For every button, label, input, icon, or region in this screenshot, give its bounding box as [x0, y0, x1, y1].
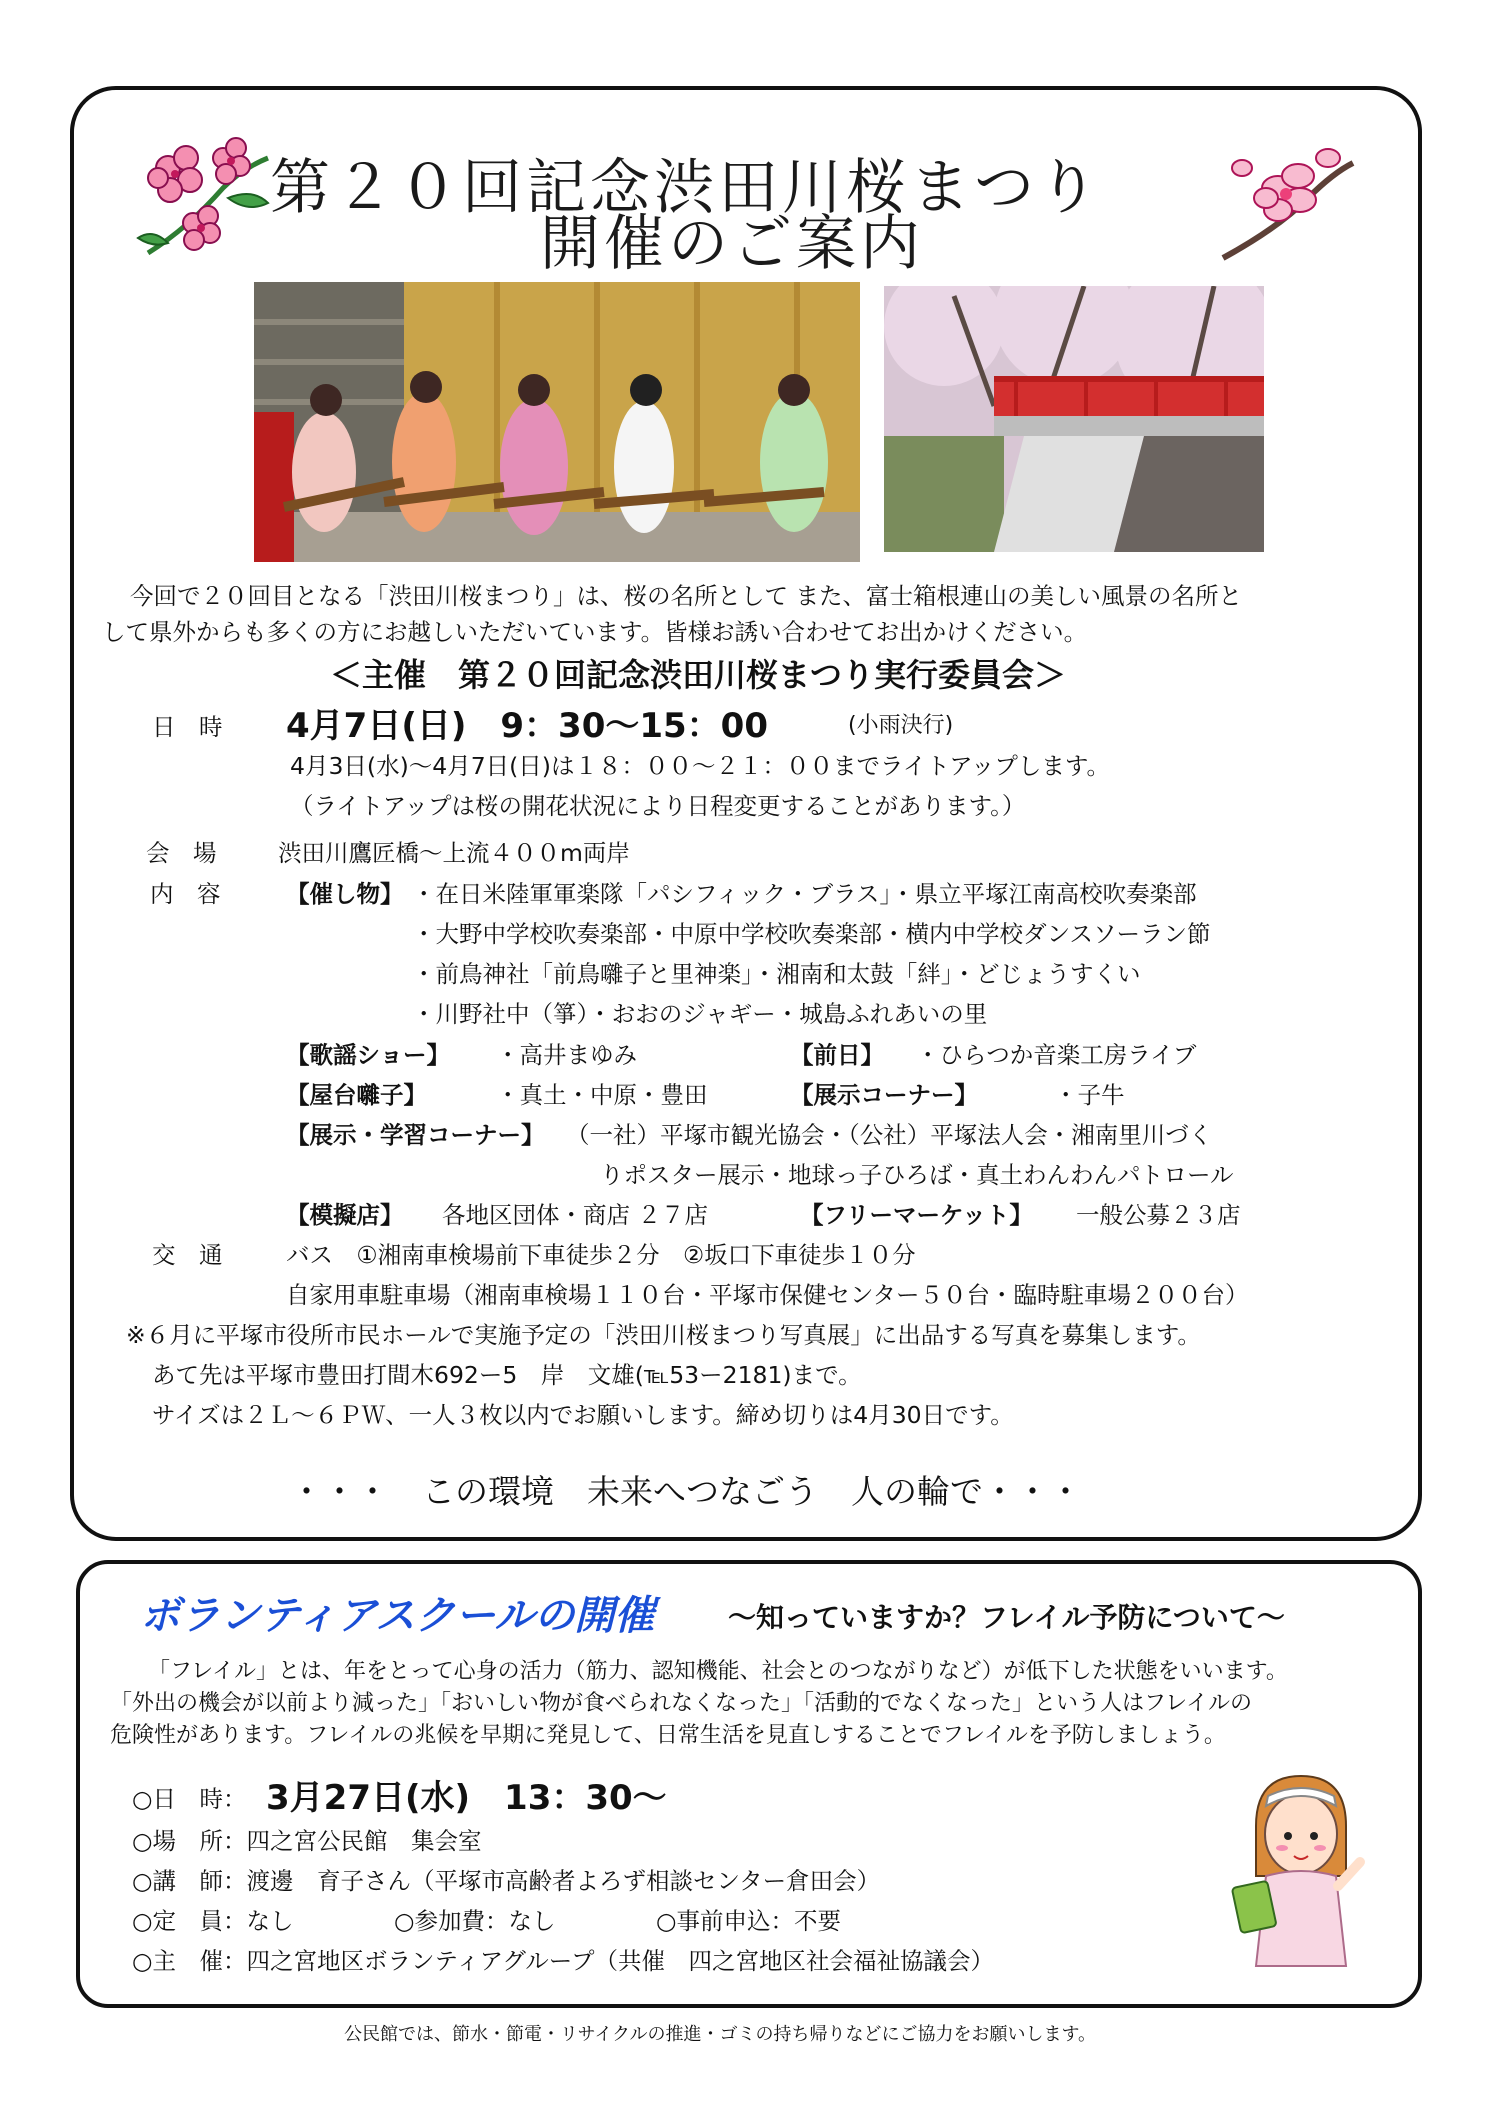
- events-heading: 【催し物】: [286, 880, 404, 908]
- free-market-text: 一般公募２３店: [1076, 1201, 1241, 1229]
- volunteer-date: 3月27日(水) 13：30～: [266, 1778, 667, 1818]
- mogi-heading: 【模擬店】: [286, 1201, 404, 1229]
- schedule-main: 4月7日(日) 9：30～15：00: [286, 706, 768, 746]
- traffic-bus: バス ①湘南車検場前下車徒歩２分 ②坂口下車徒歩１０分: [286, 1241, 916, 1269]
- gakushu-line-2: りポスター展示・地球っ子ひろば・真土わんわんパトロール: [600, 1161, 1234, 1189]
- photo-notice-line-3: サイズは２Ｌ～６ＰＷ、一人３枚以内でお願いします。締め切りは4月30日です。: [152, 1401, 1014, 1429]
- yatai-heading: 【屋台囃子】: [286, 1081, 427, 1109]
- photo-notice-line-2: あて先は平塚市豊田打間木692ー5 岸 文雄(℡53ー2181)まで。: [152, 1361, 862, 1389]
- events-line-1: ・在日米陸軍軍楽隊「パシフィック・ブラス」・県立平塚江南高校吹奏楽部: [412, 880, 1197, 908]
- kayo-text: ・高井まゆみ: [496, 1041, 637, 1069]
- kayo-heading: 【歌謡ショー】: [286, 1041, 451, 1069]
- volunteer-desc-1: 「フレイル」とは、年をとって心身の活力（筋力、認知機能、社会とのつながりなど）が低下した状態をいいます。: [148, 1659, 1288, 1684]
- schedule-lightup-note: （ライトアップは桜の開花状況により日程変更することがあります。）: [290, 792, 1026, 820]
- intro-line-1: 今回で２０回目となる「渋田川桜まつり」は、桜の名所として また、富士箱根連山の美しい風景の名所と: [130, 582, 1242, 610]
- volunteer-title: ボランティアスクールの開催: [140, 1593, 655, 1639]
- mogi-text: 各地区団体・商店 ２７店: [442, 1201, 708, 1229]
- schedule-note: (小雨決行): [848, 713, 954, 738]
- page-title-line1: 第２０回記念渋田川桜まつり: [270, 153, 1102, 223]
- intro-line-2: して県外からも多くの方にお越しいただいています。皆様お誘い合わせてお出かけください。: [102, 618, 1088, 646]
- venue-label: 会 場: [146, 839, 217, 867]
- events-line-2: ・大野中学校吹奏楽部・中原中学校吹奏楽部・横内中学校ダンスソーラン節: [412, 920, 1211, 948]
- gakushu-line-1: （一社）平塚市観光協会・（公社）平塚法人会・湘南里川づく: [566, 1121, 1213, 1149]
- events-line-4: ・川野社中（箏）・おおのジャギー・城島ふれあいの里: [412, 1000, 988, 1028]
- volunteer-lecturer: ○講 師：渡邊 育子さん（平塚市高齢者よろず相談センター倉田会）: [132, 1867, 881, 1895]
- koto-performance-photo: [254, 282, 860, 562]
- volunteer-apply: ○事前申込：不要: [656, 1907, 842, 1935]
- cherry-blossom-illustration-left: [128, 128, 278, 268]
- volunteer-fee: ○参加費：なし: [394, 1907, 556, 1935]
- schedule-lightup: 4月3日(水)～4月7日(日)は１８：００～２１：００までライトアップします。: [290, 752, 1111, 780]
- footer-note: 公民館では、節水・節電・リサイクルの推進・ゴミの持ち帰りなどにご協力をお願いします。: [344, 2024, 1097, 2045]
- organizer-heading: ＜主催 第２０回記念渋田川桜まつり実行委員会＞: [330, 656, 1067, 694]
- cherry-blossom-illustration-right: [1218, 128, 1358, 268]
- tenji-heading: 【展示コーナー】: [790, 1081, 978, 1109]
- volunteer-desc-3: 危険性があります。フレイルの兆候を早期に発見して、日常生活を見直しすることでフレイルを予防しましょう。: [110, 1723, 1226, 1748]
- volunteer-capacity: ○定 員：なし: [132, 1907, 294, 1935]
- gakushu-heading: 【展示・学習コーナー】: [286, 1121, 545, 1149]
- page-title-line2: 開催のご案内: [540, 209, 924, 279]
- volunteer-date-label: ○日 時：: [132, 1785, 247, 1813]
- venue-text: 渋田川鷹匠橋～上流４００m両岸: [278, 839, 630, 867]
- tenji-text: ・子牛: [1054, 1081, 1125, 1109]
- schedule-label: 日 時: [152, 713, 223, 741]
- photo-notice-line-1: ※６月に平塚市役所市民ホールで実施予定の「渋田川桜まつり写真展」に出品する写真を募集します。: [126, 1321, 1201, 1349]
- volunteer-desc-2: 「外出の機会が以前より減った」「おいしい物が食べられなくなった」「活動的でなくなった」という人はフレイルの: [110, 1691, 1253, 1716]
- zenjitsu-heading: 【前日】: [790, 1041, 884, 1069]
- content-label: 内 容: [150, 880, 221, 908]
- traffic-label: 交 通: [152, 1241, 223, 1269]
- zenjitsu-text: ・ひらつか音楽工房ライブ: [916, 1041, 1197, 1069]
- events-line-3: ・前鳥神社「前鳥囃子と里神楽」・湘南和太鼓「絆」・どじょうすくい: [412, 960, 1141, 988]
- yatai-text: ・真土・中原・豊田: [496, 1081, 708, 1109]
- volunteer-host: ○主 催：四之宮地区ボランティアグループ（共催 四之宮地区社会福祉協議会）: [132, 1947, 995, 1975]
- slogan: ・・・ この環境 未来へつなごう 人の輪で・・・: [290, 1472, 1082, 1511]
- free-market-heading: 【フリーマーケット】: [800, 1201, 1033, 1229]
- traffic-parking: 自家用車駐車場（湘南車検場１１０台・平塚市保健センター５０台・臨時駐車場２００台）: [286, 1281, 1249, 1309]
- volunteer-place: ○場 所：四之宮公民館 集会室: [132, 1827, 482, 1855]
- cherry-blossom-bridge-photo: [884, 286, 1264, 552]
- volunteer-subtitle: ～知っていますか？フレイル予防について～: [728, 1601, 1285, 1634]
- nurse-illustration: [1226, 1766, 1376, 1976]
